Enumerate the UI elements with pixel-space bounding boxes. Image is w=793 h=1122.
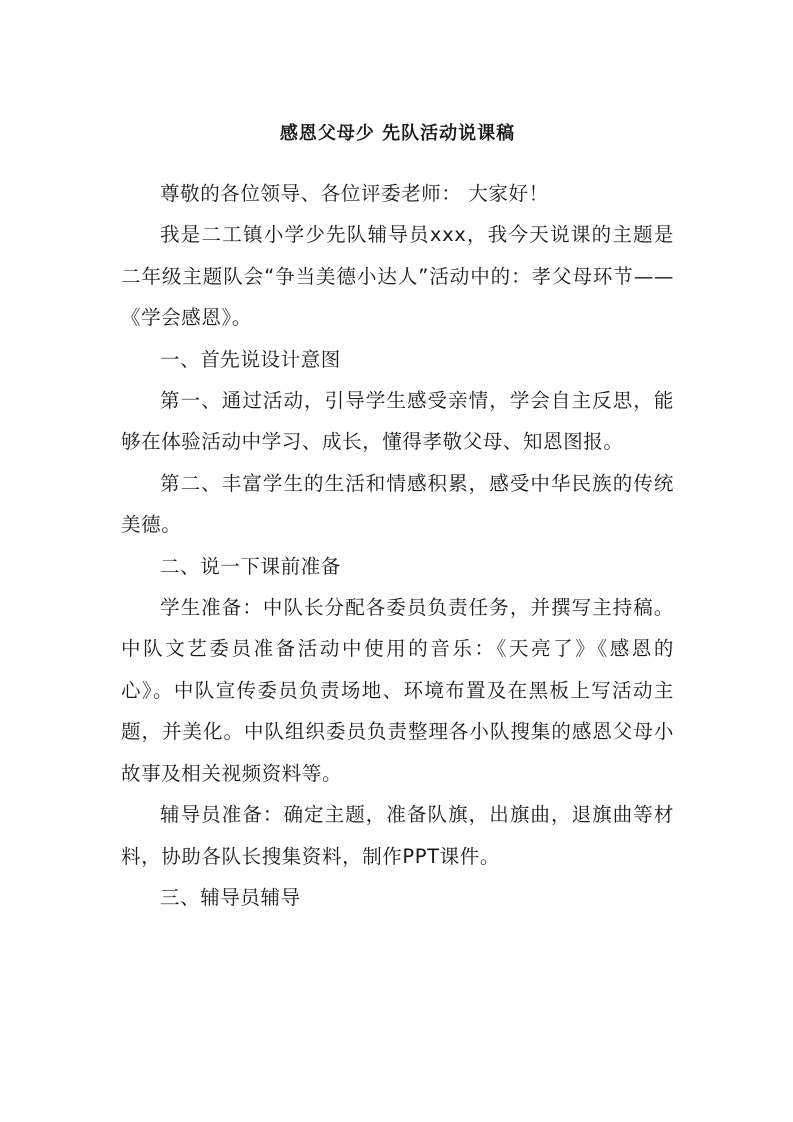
document-title: 感恩父母少 先队活动说课稿: [279, 123, 516, 144]
paragraph-counselor-preparation: 辅导员准备：确定主题，准备队旗，出旗曲，退旗曲等材料，协助各队长搜集资料，制作PPT课件。: [121, 803, 674, 868]
paragraph-introduction: 我是二工镇小学少先队辅导员xxx，我今天说课的主题是二年级主题队会“争当美德小达人”活动中的：孝父母环节——《学会感恩》。: [121, 223, 674, 330]
paragraph-intent-first: 第一、通过活动，引导学生感受亲情，学会自主反思，能够在体验活动中学习、成长，懂得孝敬父母、知恩图报。: [121, 389, 674, 454]
paragraph-greeting: 尊敬的各位领导、各位评委老师： 大家好！: [160, 182, 549, 205]
paragraph-student-preparation: 学生准备：中队长分配各委员负责任务，并撰写主持稿。中队文艺委员准备活动中使用的音乐：《天亮了》《感恩的心》。中队宣传委员负责场地、环境布置及在黑板上写活动主题，并美化。中队组织委员负责整理各小队搜集的感恩父母小故事及相关视频资料等。: [121, 596, 674, 785]
heading-design-intent: 一、首先说设计意图: [160, 347, 341, 371]
paragraph-intent-second: 第二、丰富学生的生活和情感积累，感受中华民族的传统美德。: [121, 471, 674, 537]
heading-counselor-guidance: 三、辅导员辅导: [160, 885, 301, 909]
heading-preparation: 二、说一下课前准备: [160, 554, 341, 578]
